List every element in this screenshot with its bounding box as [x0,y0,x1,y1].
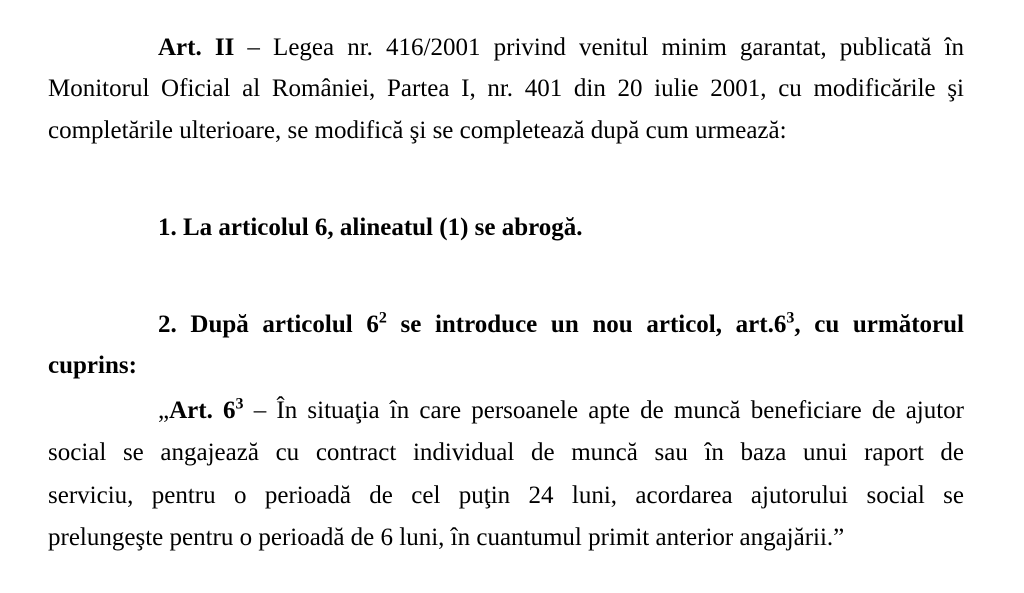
art63-label-sup: 3 [235,395,244,413]
point-2-heading-line-2: cuprins: [48,352,137,379]
art63-line1-text: – În situaţia în care persoanele apte de muncă beneficiare de ajutor [243,397,965,424]
point-2-text-b: se introduce un nou articol, art.6 [386,311,787,338]
art63-open-quote: „ [158,397,170,424]
point-2-text-a: 2. După articolul 6 [158,311,379,338]
art63-label: Art. 6 [169,397,236,424]
art2-label: Art. II [158,34,235,61]
art2-paragraph-line-2: Monitorul Oficial al României, Partea I, nr. 401 din 20 iulie 2001, cu modificările şi [48,75,964,102]
point-2-heading-line-1 [158,306,964,344]
point-2-sup-1: 2 [378,309,387,327]
art2-line1-text: – Legea nr. 416/2001 privind venitul minim garantat, publicată în [234,34,964,61]
art63-line-3: serviciu, pentru o perioadă de cel puţin 24 luni, acordarea ajutorului social se [48,482,964,509]
point-1-heading: 1. La articolul 6, alineatul (1) se abrogă. [158,214,583,241]
art2-paragraph-line-1 [158,29,964,67]
art2-paragraph-line-3: completările ulterioare, se modifică şi se completează după cum urmează: [48,117,787,144]
art63-line-2: social se angajează cu contract individual de muncă sau în baza unui raport de [48,439,964,466]
art63-line-4: prelungeşte pentru o perioadă de 6 luni, în cuantumul primit anterior angajării.” [48,524,845,551]
art63-line-1 [158,392,964,430]
point-2-text-c: , cu următorul [794,311,964,338]
point-2-sup-2: 3 [786,309,795,327]
